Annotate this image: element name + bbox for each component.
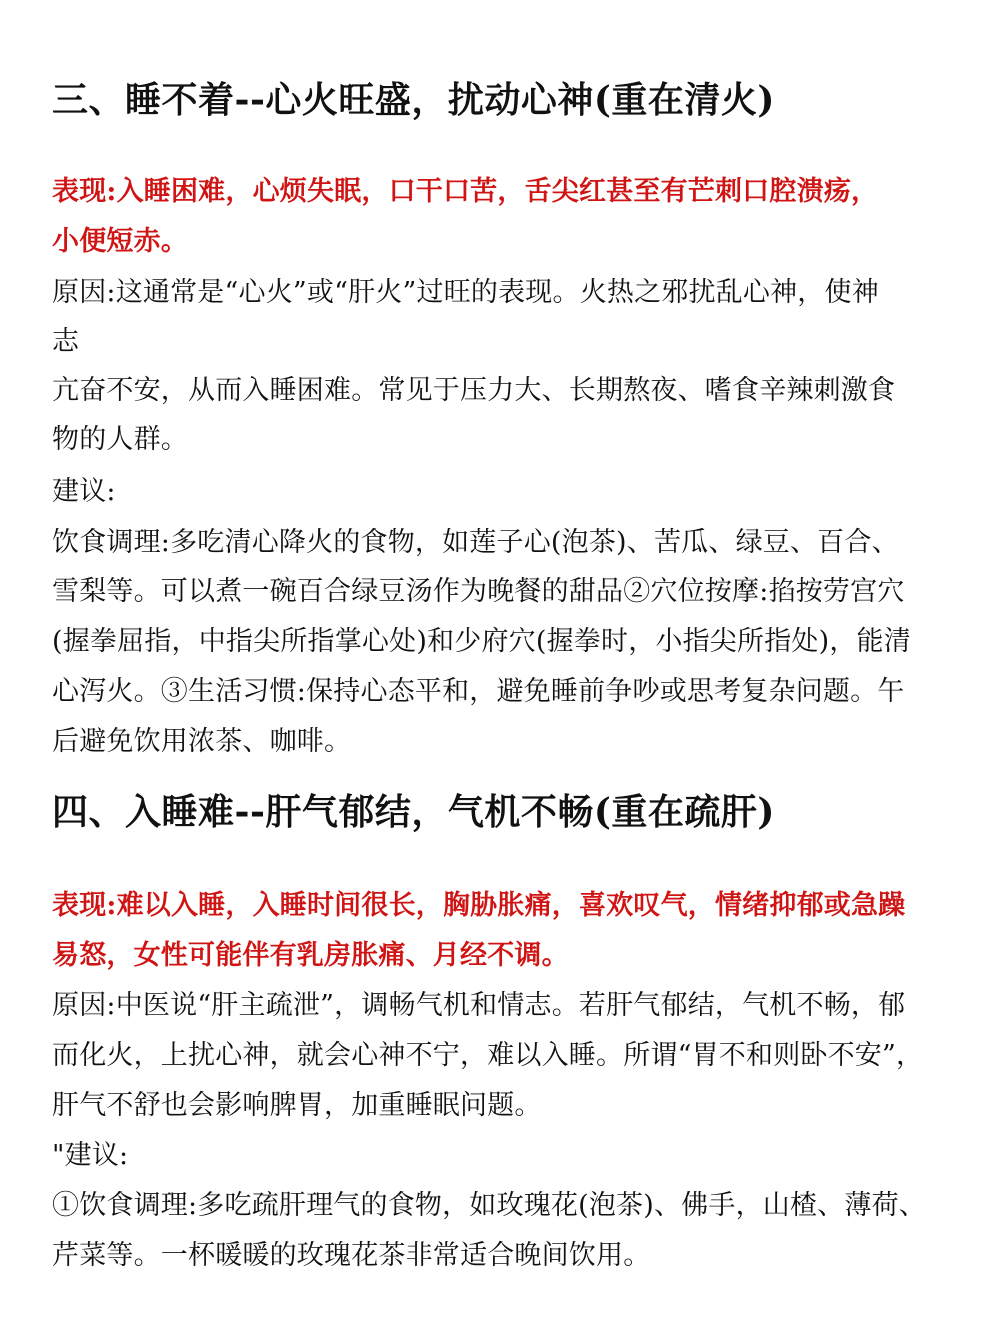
- section3-symptom-line-2: 小便短赤。: [52, 226, 188, 257]
- section3-advice-line-3: (握拳屈指，中指尖所指掌心处)和少府穴(握拳时，小指尖所指处)，能清: [52, 626, 911, 657]
- section4-symptom-line-1: 表现:难以入睡，入睡时间很长，胸胁胀痛，喜欢叹气，情绪抑郁或急躁: [52, 890, 906, 921]
- section3-heading: 三、睡不着--心火旺盛，扰动心神(重在清火): [52, 79, 775, 121]
- section3-cause-line-3: 亢奋不安，从而入睡困难。常见于压力大、长期熬夜、嗜食辛辣刺激食: [52, 375, 896, 406]
- section3-cause-line-2: 志: [52, 326, 80, 357]
- section3-advice-line-1: 饮食调理:多吃清心降火的食物，如莲子心(泡茶)、苦瓜、绿豆、百合、: [52, 527, 899, 558]
- section3-advice-line-4: 心泻火。③生活习惯:保持心态平和，避免睡前争吵或思考复杂问题。午: [52, 676, 905, 707]
- section3-advice-line-2: 雪梨等。可以煮一碗百合绿豆汤作为晚餐的甜品②穴位按摩:掐按劳宫穴: [52, 576, 905, 607]
- section4-cause-line-2: 而化火，上扰心神，就会心神不宁，难以入睡。所谓“胃不和则卧不安”，: [52, 1040, 924, 1071]
- section4-symptom-line-2: 易怒，女性可能伴有乳房胀痛、月经不调。: [52, 940, 569, 971]
- section3-advice-line-5: 后避免饮用浓茶、咖啡。: [52, 726, 352, 757]
- section3-cause-line-4: 物的人群。: [52, 424, 188, 455]
- section3-symptom-line-1: 表现:入睡困难，心烦失眠，口干口苦，舌尖红甚至有芒刺口腔溃疡，: [52, 176, 879, 207]
- section4-advice-line-2: 芹菜等。一杯暖暖的玫瑰花茶非常适合晚间饮用。: [52, 1240, 651, 1271]
- section4-cause-line-3: 肝气不舒也会影响脾胃，加重睡眠问题。: [52, 1090, 542, 1121]
- section3-advice-title: 建议:: [52, 476, 116, 507]
- section4-cause-line-1: 原因:中医说“肝主疏泄”，调畅气机和情志。若肝气郁结，气机不畅，郁: [52, 990, 906, 1021]
- section4-heading: 四、入睡难--肝气郁结，气机不畅(重在疏肝): [52, 791, 775, 833]
- section4-advice-title: "建议:: [52, 1140, 129, 1171]
- section4-advice-line-1: ①饮食调理:多吃疏肝理气的食物，如玫瑰花(泡茶)、佛手，山楂、薄荷、: [52, 1190, 926, 1221]
- section3-cause-line-1: 原因:这通常是“心火”或“肝火”过旺的表现。火热之邪扰乱心神，使神: [52, 277, 879, 308]
